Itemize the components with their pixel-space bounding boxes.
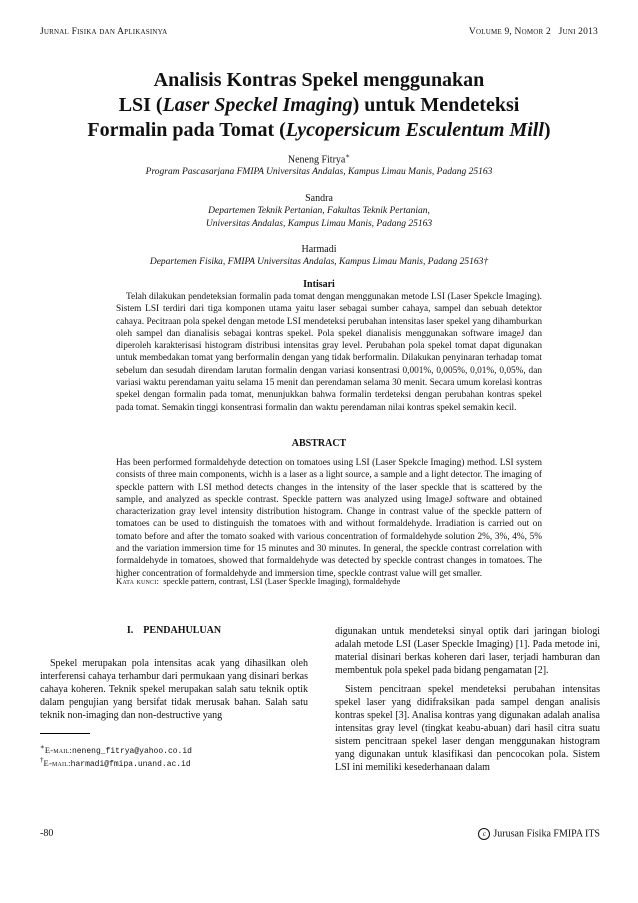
email-link[interactable]: harmadi@fmipa.unand.ac.id <box>70 759 191 769</box>
abstract-heading: ABSTRACT <box>291 438 347 449</box>
keywords-text: speckle pattern, contrast, LSI (Laser Speckle Imaging), formaldehyde <box>163 576 401 586</box>
title-line-2: LSI (Laser Speckel Imaging) untuk Mendeteksi <box>118 94 520 116</box>
author-name: Neneng Fitrya <box>287 154 346 166</box>
author-name: Sandra <box>305 193 333 204</box>
left-column-text: Spekel merupakan pola intensitas acak yang dihasilkan oleh interferensi cahaya terhambur dari permukaan yang disinari berkas cahaya koheren. Teknik spekel merupakan salah satu teknik optik dalam pengujian yang bersifat tidak merusak bahan. Salah satu teknik non-imaging dan non-destructive yang <box>40 658 308 721</box>
email-link[interactable]: neneng_fitrya@yahoo.co.id <box>71 746 192 756</box>
section-heading-pendahuluan: I. PENDAHULUAN <box>126 625 222 636</box>
intisari-body: Telah dilakukan pendeteksian formalin pada tomat dengan menggunakan metode LSI (Laser Spekcle Imaging). Sistem LSI terdiri dari tiga komponen utama yaitu laser sebagai sumber cahaya, sampel dan sebuah detektor cahaya. Pecitraan pola spekel dengan metode LSI mendeteksi perubahan intensitas laser spekel yang dihamburkan oleh sampel dan dianalisis sebagai kontras spekel. Pola spekel dianalisis menggunakan software imageJ dan diperoleh karakterisasi histogram distribusi intensitas gray level. Perubahan pola spekel tomat dapat digunakan untuk membedakan tomat yang berformalin dengan yang tidak berformalin. Dilakukan penyinaran terhadap tomat sebelum dan sesudah direndam larutan formalin dengan variasi konsentrasi 0,001%, 0,005%, 0,01%, 0,05%, dan variasi waktu perendaman yaitu selama 15 menit dan perendaman selama 30 menit. Secara umum korelasi kontras spekel dengan formalin pada tomat, menunjukkan bahwa formalin terdeteksi dengan perubahan kontras spekel pada tomat. Semakin tinggi konsentrasi formalin dan waktu perendaman nilai kontras spekel semakin kecil. <box>116 292 542 413</box>
author-1: Neneng Fitrya∗ Program Pascasarjana FMIPA Universitas Andalas, Kampus Limau Manis, Padang 25163 <box>60 150 578 179</box>
author-3 <box>60 243 578 269</box>
author-affiliation: Universitas Andalas, Kampus Limau Manis, Padang 25163 <box>205 219 433 229</box>
journal-date: Juni 2013 <box>558 27 598 37</box>
abstract-body: Has been performed formaldehyde detection on tomatoes using LSI (Laser Spekcle Imaging) method. LSI system consists of three main components, wichh is a laser as a light source, a sample and a light detector. The imaging of speckle pattern with LSI method detects changes in the intensity of the laser speckle that is scattered by the sample, and analyzed as speckle contrast. Speckle pattern was analyzed using ImageJ software and obtained characterization gray level intensity distribution histogram. Change in contrast value of the speckle pattern of tomatoes can be used to distinguish the tomatoes with and without formaldehyde. Irradiation is carried out on tomato before and after the tomato soaked with various concentration of formaldehyde solution 2%, 3%, 4%, 5% and the variation immersion time for 15 minutes and 30 minutes. In general, the speckle contrast correlation with formaldehyde in tomatoes, showed that formaldehyde was detected by speckle contrast changes in tomatoes. The higher concentration of formaldehyde and immersion time, speckle contrast value will get smaller. <box>116 458 542 579</box>
title-line-3: Formalin pada Tomat (Lycopersicum Esculentum Mill) <box>87 119 551 141</box>
footer-publisher: c Jurusan Fisika FMIPA ITS <box>478 828 600 840</box>
journal-issue <box>469 27 598 37</box>
title-line-1: Analisis Kontras Spekel menggunakan <box>153 69 485 91</box>
intisari-heading: Intisari <box>303 279 335 290</box>
keywords-label: Kata kunci: <box>116 576 160 586</box>
page-number: -80 <box>40 828 54 839</box>
author-affiliation: Departemen Teknik Pertanian, Fakultas Teknik Pertanian, <box>208 206 430 216</box>
journal-name: Jurnal Fisika dan Aplikasinya <box>40 27 168 37</box>
footnote-rule <box>40 733 90 734</box>
paper-title <box>60 68 578 143</box>
journal-volume: Volume 9, Nomor 2 <box>468 27 551 37</box>
author-name: Harmadi <box>301 244 337 255</box>
keywords <box>116 576 542 586</box>
author-affiliation: Program Pascasarjana FMIPA Universitas Andalas, Kampus Limau Manis, Padang 25163 <box>145 167 493 178</box>
right-column-text: digunakan untuk mendeteksi sinyal optik dari jaringan biologi adalah metode LSI (Laser Speckle Imaging) [1]. Pada metode ini, material disinari berkas koheren dari laser, terjadi hamburan dan membentuk pola spekel pada bidang pengamatan [2]. Sistem pencitraan spekel mendeteksi perubahan intensitas spekel laser yang didifraksikan pada sampel dengan analisis kontras spekel [3]. Analisa kontras yang digunakan adalah analisa intensitas gray level (tingkat keabu-abuan) dari hasil citra suatu sistem pencitraan spekel laser dengan menggunakan histogram yang digunakan untuk klasifikasi dan pencocokan pola. Sistem LSI ini memiliki kesederhanaan dalam <box>335 626 600 773</box>
copyright-icon: c <box>478 828 490 840</box>
author-2 <box>60 192 578 231</box>
footnote-2: †E-mail:harmadi@fmipa.unand.ac.id <box>40 756 191 769</box>
footnote-1: ∗E-mail:neneng_fitrya@yahoo.co.id <box>40 743 192 756</box>
author-affiliation: Departemen Fisika, FMIPA Universitas Andalas, Kampus Limau Manis, Padang 25163† <box>149 257 489 267</box>
